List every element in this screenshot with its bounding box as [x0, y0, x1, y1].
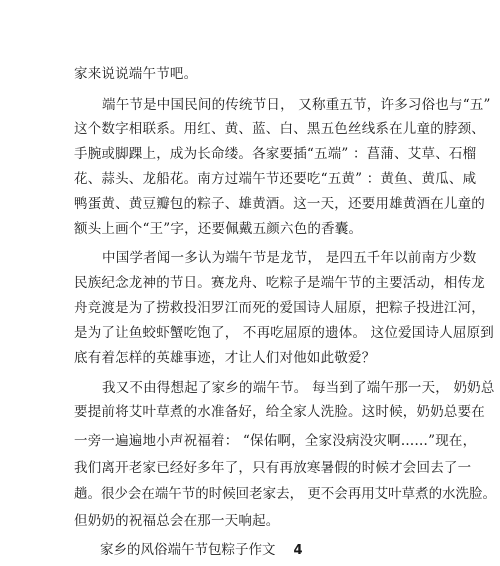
text-line: 但奶奶的祝福总会在那一天响起。	[74, 513, 280, 529]
text-line: 我们离开老家已经好多年了，只有再放寒暑假的时候才会回去了一	[74, 460, 472, 476]
page-number: 4	[293, 543, 303, 558]
text-line: 额头上画个“王”字，还要佩戴五颜六色的香囊。	[74, 221, 363, 237]
text-line: 这个数字相联系。用红、黄、蓝、白、黑五色丝线系在儿童的脖颈、	[74, 121, 485, 137]
text-line: 趟。很少会在端午节的时候回老家去， 更不会再用艾叶草煮的水洗脸。	[74, 486, 496, 502]
paragraph-start-line: 端午节是中国民间的传统节日， 又称重五节，许多习俗也与“五”	[102, 97, 491, 113]
text-line: 要提前将艾叶草煮的水准备好，给全家人洗脸。这时候，奶奶总要在	[74, 404, 485, 420]
text-line: 底有着怎样的英雄事迹，才让人们对他如此敬爱？	[74, 350, 376, 366]
page-footer	[100, 541, 303, 560]
footer-title: 家乡的风俗端午节包粽子作文	[100, 542, 276, 558]
paragraph-start-line: 中国学者闻一多认为端午节是龙节， 是四五千年以前南方少数	[102, 250, 477, 266]
text-line: 是为了让鱼蛟虾蟹吃饱了， 不再吃屈原的遗体。 这位爱国诗人屈原到	[74, 325, 494, 341]
text-line: 民族纪念龙神的节日。赛龙舟、吃粽子是端午节的主要活动，相传龙	[74, 275, 485, 291]
text-line: 鸭蛋黄、黄豆瓣包的粽子、雄黄酒。这一天，还要用雄黄酒在儿童的	[74, 196, 485, 212]
text-line: 家来说说端午节吧。	[74, 66, 198, 82]
paragraph-start-line: 我又不由得想起了家乡的端午节。 每当到了端午那一天， 奶奶总	[102, 380, 495, 396]
text-line: 舟竞渡是为了捞救投汨罗江而死的爱国诗人屈原，把粽子投进江河，	[74, 300, 485, 316]
text-line: 手腕或脚踝上，成为长命缕。各家要插“五端” ：菖蒲、艾草、石榴	[74, 146, 477, 162]
text-line: 花、蒜头、龙船花。南方过端午节还要吃“五黄” ：黄鱼、黄瓜、咸	[74, 171, 477, 187]
text-line: 一旁一遍遍地小声祝福着： “保佑啊，全家没病没灾啊……”现在，	[74, 433, 477, 449]
